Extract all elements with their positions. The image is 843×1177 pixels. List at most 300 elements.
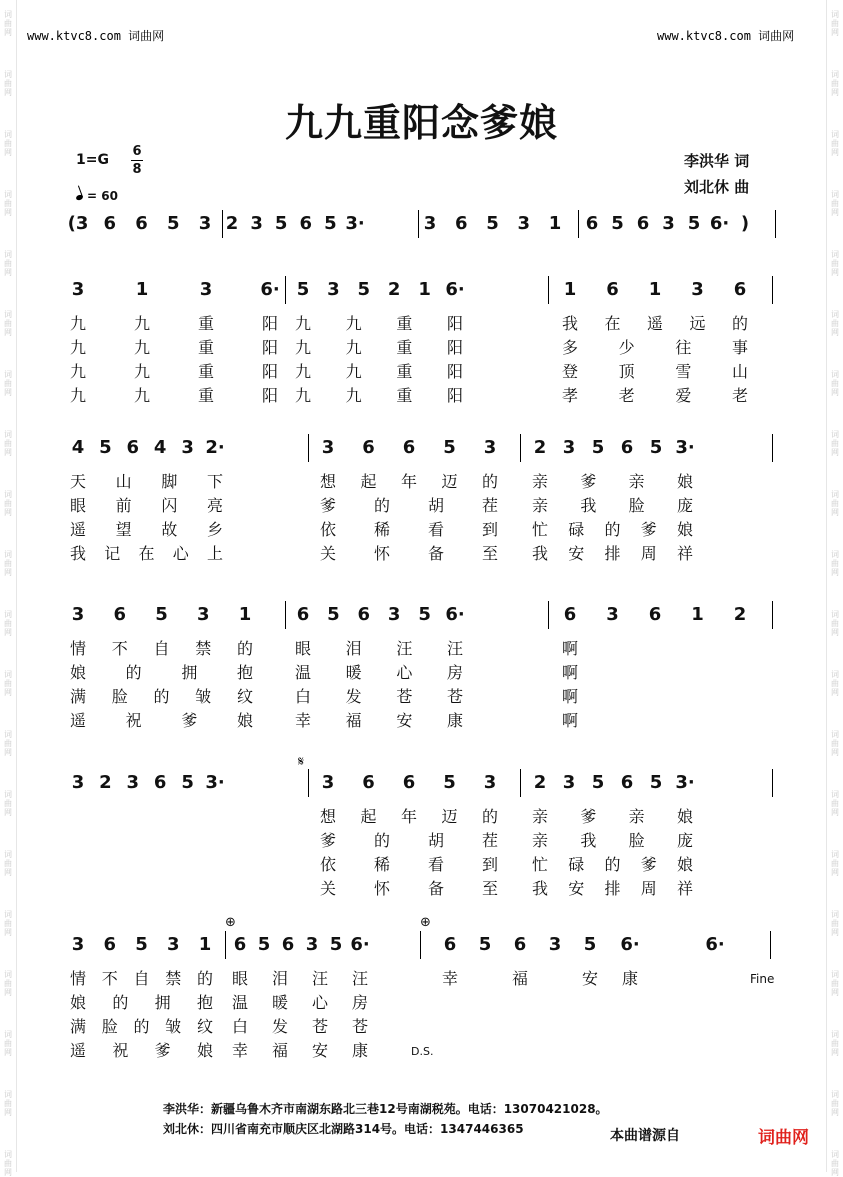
note: 1 — [548, 213, 562, 234]
lyric-char: 啊 — [561, 687, 579, 706]
side-watermark-text: 词 曲 网 — [4, 310, 12, 337]
lyric-char: 年 — [400, 807, 418, 826]
lyric-char: 遥 — [69, 520, 87, 539]
lyric-char: 脸 — [628, 831, 645, 850]
lyric-char: 的 — [112, 993, 129, 1012]
lyric-char: 起 — [360, 472, 377, 491]
lyric-char: 眼 — [69, 496, 87, 515]
note: 3· — [675, 772, 695, 793]
lyric-char: 祥 — [676, 879, 694, 898]
note: 6 — [362, 772, 375, 793]
note: 6· — [445, 279, 465, 300]
lyric-char: 老 — [618, 386, 635, 405]
lyric-char: 皱 — [195, 687, 212, 706]
lyric-char: 幸 — [294, 711, 312, 730]
lyric-char: 满 — [69, 1017, 87, 1036]
lyric-char: 天 — [69, 472, 87, 491]
lyric-char: 苍 — [396, 687, 413, 706]
note: 3 — [199, 279, 213, 300]
lyric-char: 的 — [604, 855, 621, 874]
lyric-char: 亲 — [531, 472, 549, 491]
lyric-char: 心 — [396, 663, 413, 682]
lyric-char: 房 — [351, 993, 369, 1012]
lyric-char: 亲 — [628, 472, 645, 491]
note: ) — [740, 213, 750, 234]
note: 5 — [329, 934, 343, 955]
header-watermark-left: www.ktvc8.com 词曲网 — [27, 29, 165, 43]
lyric-char: 乡 — [206, 520, 224, 539]
lyric-char: 重 — [396, 314, 413, 333]
lyric-char: 阳 — [261, 362, 279, 381]
lyric-char: 爹 — [640, 520, 657, 539]
lyric-char: 爹 — [580, 807, 597, 826]
lyric-char: 九 — [345, 386, 362, 405]
note: 2· — [205, 437, 225, 458]
note: 3 — [562, 437, 576, 458]
key-signature: 1=G — [76, 152, 109, 168]
lyric-char: 我 — [580, 831, 597, 850]
lyric-char: 的 — [236, 639, 254, 658]
lyric-char: 九 — [294, 362, 312, 381]
lyric-char: 汪 — [351, 969, 369, 988]
lyric-char: 禁 — [165, 969, 182, 988]
side-watermark-text: 词 曲 网 — [831, 310, 839, 337]
coda-icon: ⊕ — [420, 915, 431, 930]
ds-mark: D.S. — [411, 1045, 434, 1058]
lyric-char: 娘 — [676, 855, 694, 874]
lyric-char: 阳 — [446, 362, 464, 381]
time-signature — [131, 144, 143, 177]
lyric-char: 事 — [731, 338, 749, 357]
note: 6 — [153, 772, 167, 793]
footer-lyricist-address: 李洪华：新疆乌鲁木齐市南湖东路北三巷12号南湖税苑。电话：13070421028。 — [163, 1102, 608, 1116]
lyric-char: 爹 — [640, 855, 657, 874]
note: 1 — [238, 604, 252, 625]
lyric-char: 发 — [271, 1017, 289, 1036]
lyric-char: 重 — [396, 386, 413, 405]
notation-row — [0, 280, 843, 304]
lyric-line — [0, 855, 843, 877]
note: 5 — [166, 213, 180, 234]
note: 6 — [733, 279, 747, 300]
note: 5 — [611, 213, 624, 234]
side-watermark-text: 词 曲 网 — [4, 370, 12, 397]
note: 3 — [71, 604, 85, 625]
time-signature-top: 6 — [132, 144, 142, 159]
note: 6 — [620, 437, 634, 458]
lyric-char: 碌 — [568, 855, 585, 874]
note: 3 — [662, 213, 675, 234]
lyric-line — [0, 520, 843, 542]
note: 3 — [691, 279, 704, 300]
lyric-char: 拥 — [154, 993, 171, 1012]
lyric-char: 自 — [133, 969, 150, 988]
barline — [285, 276, 286, 304]
segno-icon: 𝄋 — [298, 754, 305, 770]
lyric-char: 想 — [319, 472, 337, 491]
lyric-char: 康 — [351, 1041, 369, 1060]
note: 5 — [687, 213, 701, 234]
lyric-char: 康 — [621, 969, 639, 988]
note: 5 — [135, 934, 148, 955]
lyric-char: 九 — [133, 362, 151, 381]
lyric-char: 安 — [568, 544, 585, 563]
side-watermark-text: 词 曲 网 — [4, 670, 12, 697]
lyric-line — [0, 807, 843, 829]
lyric-line — [0, 496, 843, 518]
lyric-line — [0, 314, 843, 336]
note: 3· — [205, 772, 225, 793]
lyric-char: 至 — [481, 879, 499, 898]
lyric-char: 周 — [640, 544, 657, 563]
barline — [578, 210, 579, 238]
note: 3 — [71, 772, 85, 793]
lyric-char: 闪 — [161, 496, 178, 515]
composer-credit: 刘北休 曲 — [684, 178, 750, 196]
lyric-char: 亲 — [531, 807, 549, 826]
notation-row — [0, 438, 843, 462]
barline — [520, 769, 521, 797]
lyric-char: 庞 — [676, 831, 694, 850]
lyric-char: 幸 — [231, 1041, 249, 1060]
lyric-char: 依 — [319, 855, 337, 874]
lyric-char: 九 — [69, 314, 87, 333]
lyric-char: 九 — [294, 386, 312, 405]
side-watermark-text: 词 曲 网 — [4, 730, 12, 757]
note: 6 — [454, 213, 468, 234]
note: 6 — [563, 604, 577, 625]
tempo-marking: = 60 — [76, 189, 118, 203]
lyric-char: 上 — [206, 544, 224, 563]
note: 6· — [445, 604, 465, 625]
lyric-char: 亲 — [628, 807, 645, 826]
note: 6 — [648, 604, 662, 625]
note: 6· — [350, 934, 370, 955]
lyric-char: 阳 — [261, 386, 279, 405]
lyric-char: 爹 — [181, 711, 198, 730]
lyric-char: 白 — [231, 1017, 249, 1036]
lyric-line — [0, 472, 843, 494]
lyric-char: 九 — [133, 386, 151, 405]
note: 5 — [583, 934, 597, 955]
song-title: 九九重阳念爹娘 — [284, 100, 558, 145]
lyric-char: 祝 — [112, 1041, 129, 1060]
lyric-char: 胡 — [427, 831, 445, 850]
lyric-char: 纹 — [196, 1017, 214, 1036]
lyric-char: 关 — [319, 879, 337, 898]
side-watermark-text: 词 曲 网 — [4, 130, 12, 157]
note: 6 — [103, 934, 117, 955]
note: 3 — [321, 772, 335, 793]
lyric-char: 的 — [133, 1017, 150, 1036]
side-watermark-text: 词 曲 网 — [831, 790, 839, 817]
lyric-char: 脸 — [628, 496, 645, 515]
note: 3 — [562, 772, 576, 793]
note: 2 — [733, 604, 747, 625]
side-watermark-text: 词 曲 网 — [831, 10, 839, 37]
lyric-char: 亲 — [531, 496, 549, 515]
lyric-line — [0, 639, 843, 661]
lyric-char: 排 — [604, 879, 621, 898]
lyric-char: 孝 — [561, 386, 579, 405]
note: 6 — [402, 437, 416, 458]
lyric-char: 重 — [396, 338, 413, 357]
note: 5 — [181, 772, 194, 793]
lyric-char: 爹 — [154, 1041, 171, 1060]
note: 5 — [443, 437, 456, 458]
lyric-char: 茬 — [481, 496, 499, 515]
barline — [772, 601, 773, 629]
barline — [222, 210, 223, 238]
notation-row — [0, 773, 843, 797]
lyric-line — [0, 993, 843, 1015]
note: 1 — [198, 934, 212, 955]
side-watermark-text: 词 曲 网 — [4, 430, 12, 457]
lyric-char: 眼 — [294, 639, 312, 658]
barline — [285, 601, 286, 629]
lyric-char: 皱 — [165, 1017, 182, 1036]
note: 6 — [233, 934, 247, 955]
side-watermark-text: 词 曲 网 — [4, 190, 12, 217]
notation-row — [0, 214, 843, 238]
lyric-char: 我 — [531, 879, 549, 898]
lyric-char: 苍 — [311, 1017, 329, 1036]
note: 6 — [357, 604, 371, 625]
coda-icon: ⊕ — [225, 915, 236, 930]
lyric-char: 看 — [427, 855, 445, 874]
note: 2 — [533, 772, 547, 793]
lyric-char: 安 — [311, 1041, 329, 1060]
note: 6 — [606, 279, 619, 300]
lyric-char: 迈 — [441, 472, 458, 491]
lyric-char: 阳 — [446, 314, 464, 333]
lyric-char: 想 — [319, 807, 337, 826]
side-watermark-text: 词 曲 网 — [831, 610, 839, 637]
note: 3 — [71, 934, 85, 955]
lyric-char: 重 — [396, 362, 413, 381]
side-watermark-text: 词 曲 网 — [831, 1150, 839, 1177]
lyric-char: 山 — [731, 362, 749, 381]
side-watermark-text: 词 曲 网 — [4, 970, 12, 997]
side-watermark-text: 词 曲 网 — [831, 190, 839, 217]
side-watermark-text: 词 曲 网 — [831, 1030, 839, 1057]
note: 6 — [103, 213, 117, 234]
note: 3 — [327, 279, 340, 300]
lyric-char: 九 — [133, 338, 151, 357]
lyric-char: 重 — [197, 362, 215, 381]
lyric-char: 亮 — [206, 496, 224, 515]
lyric-char: 娘 — [236, 711, 254, 730]
lyric-char: 远 — [689, 314, 706, 333]
lyric-char: 汪 — [311, 969, 329, 988]
lyric-char: 登 — [561, 362, 579, 381]
lyric-char: 爹 — [580, 472, 597, 491]
note: 5 — [257, 934, 271, 955]
lyric-char: 爹 — [319, 831, 337, 850]
note: 5 — [357, 279, 371, 300]
lyric-char: 脚 — [161, 472, 178, 491]
note: 5 — [486, 213, 499, 234]
note: 6 — [362, 437, 375, 458]
site-logo[interactable]: 词曲网 — [758, 1128, 809, 1148]
side-watermark-text: 词 曲 网 — [4, 1090, 12, 1117]
note: 4 — [153, 437, 167, 458]
lyric-char: 苍 — [351, 1017, 369, 1036]
lyric-char: 至 — [481, 544, 499, 563]
lyric-char: 下 — [206, 472, 224, 491]
lyric-char: 在 — [138, 544, 155, 563]
lyric-char: 娘 — [676, 472, 694, 491]
notation-row — [0, 935, 843, 959]
note: 3· — [345, 213, 365, 234]
lyric-line — [0, 831, 843, 853]
note: 6· — [705, 934, 725, 955]
note: 2 — [533, 437, 547, 458]
side-watermark-text: 词 曲 网 — [831, 1090, 839, 1117]
note: 2 — [387, 279, 401, 300]
lyric-char: 九 — [69, 386, 87, 405]
note: 4 — [71, 437, 85, 458]
note: 3 — [321, 437, 335, 458]
footer-composer-address: 刘北休：四川省南充市顺庆区北湖路314号。电话：1347446365 — [163, 1122, 524, 1136]
lyric-char: 九 — [69, 362, 87, 381]
lyric-char: 自 — [153, 639, 170, 658]
barline — [225, 931, 226, 959]
lyric-char: 心 — [311, 993, 329, 1012]
lyric-char: 稀 — [373, 855, 391, 874]
lyric-char: 前 — [115, 496, 132, 515]
lyric-char: 白 — [294, 687, 312, 706]
barline — [548, 276, 549, 304]
lyric-char: 遥 — [69, 1041, 87, 1060]
side-watermark-text: 词 曲 网 — [831, 430, 839, 457]
lyric-char: 忙 — [531, 855, 549, 874]
lyric-char: 的 — [125, 663, 142, 682]
time-signature-bottom: 8 — [132, 162, 142, 177]
lyric-char: 安 — [568, 879, 585, 898]
note: 6 — [281, 934, 295, 955]
note: 6· — [709, 213, 730, 234]
lyric-char: 山 — [115, 472, 132, 491]
lyric-char: 娘 — [676, 807, 694, 826]
lyric-char: 在 — [604, 314, 621, 333]
barline — [520, 434, 521, 462]
note: 3 — [517, 213, 531, 234]
lyric-char: 房 — [446, 663, 464, 682]
lyric-char: 娘 — [676, 520, 694, 539]
barline — [772, 769, 773, 797]
lyric-char: 暖 — [345, 663, 362, 682]
lyric-line — [0, 338, 843, 360]
note: 3 — [126, 772, 140, 793]
lyric-char: 我 — [69, 544, 87, 563]
lyric-char: 看 — [427, 520, 445, 539]
lyric-char: 祝 — [125, 711, 142, 730]
quarter-note-icon — [75, 194, 83, 201]
side-watermark-text: 词 曲 网 — [831, 490, 839, 517]
lyric-char: 遥 — [69, 711, 87, 730]
barline — [420, 931, 421, 959]
lyric-char: 祥 — [676, 544, 694, 563]
lyric-char: 到 — [481, 520, 499, 539]
lyric-char: 故 — [161, 520, 178, 539]
barline — [770, 931, 771, 959]
lyric-char: 庞 — [676, 496, 694, 515]
note: 1 — [691, 604, 704, 625]
lyric-char: 禁 — [195, 639, 212, 658]
lyric-char: 爹 — [319, 496, 337, 515]
lyric-char: 我 — [561, 314, 579, 333]
side-watermark-text: 词 曲 网 — [4, 850, 12, 877]
note: 6 — [135, 213, 148, 234]
side-watermark-text: 词 曲 网 — [4, 1030, 12, 1057]
note: 6· — [260, 279, 280, 300]
lyric-line — [0, 544, 843, 566]
lyric-char: 茬 — [481, 831, 499, 850]
lyric-char: 苍 — [446, 687, 464, 706]
lyric-line — [0, 711, 843, 733]
lyric-char: 抱 — [236, 663, 254, 682]
lyric-char: 重 — [197, 386, 215, 405]
side-watermark-text: 词 曲 网 — [831, 970, 839, 997]
note: 6 — [299, 213, 313, 234]
note: 6 — [443, 934, 457, 955]
lyric-char: 啊 — [561, 711, 579, 730]
lyric-char: 温 — [294, 663, 312, 682]
note: 6 — [636, 213, 650, 234]
lyric-char: 我 — [580, 496, 597, 515]
fine-mark: Fine — [750, 972, 775, 986]
barline — [772, 276, 773, 304]
lyric-char: 娘 — [196, 1041, 214, 1060]
note: 3· — [675, 437, 695, 458]
lyric-char: 眼 — [231, 969, 249, 988]
lyric-char: 周 — [640, 879, 657, 898]
side-watermark-text: 词 曲 网 — [831, 70, 839, 97]
lyric-char: 安 — [581, 969, 599, 988]
lyric-char: 的 — [196, 969, 214, 988]
lyric-char: 纹 — [236, 687, 254, 706]
side-watermark-text: 词 曲 网 — [831, 250, 839, 277]
lyric-char: 碌 — [568, 520, 585, 539]
side-watermark-text: 词 曲 网 — [831, 730, 839, 757]
note: 3 — [387, 604, 401, 625]
side-watermark-text: 词 曲 网 — [4, 1150, 12, 1177]
lyric-char: 的 — [373, 496, 391, 515]
note: 1 — [418, 279, 431, 300]
lyric-char: 记 — [104, 544, 121, 563]
notation-row — [0, 605, 843, 629]
lyric-char: 爱 — [675, 386, 692, 405]
lyric-char: 雪 — [675, 362, 692, 381]
note: 5 — [649, 437, 663, 458]
note: 5 — [274, 213, 288, 234]
lyric-char: 福 — [271, 1041, 289, 1060]
note: 2 — [99, 772, 112, 793]
lyric-char: 脸 — [101, 1017, 118, 1036]
lyric-line — [0, 879, 843, 901]
note: 6 — [296, 604, 310, 625]
note: 3 — [166, 934, 180, 955]
note: 5 — [591, 437, 605, 458]
lyric-char: 的 — [153, 687, 170, 706]
side-watermark-text: 词 曲 网 — [4, 910, 12, 937]
lyric-line — [0, 969, 843, 991]
lyric-char: 汪 — [396, 639, 413, 658]
lyric-line — [0, 687, 843, 709]
lyric-char: 泪 — [271, 969, 289, 988]
lyric-char: 发 — [345, 687, 362, 706]
